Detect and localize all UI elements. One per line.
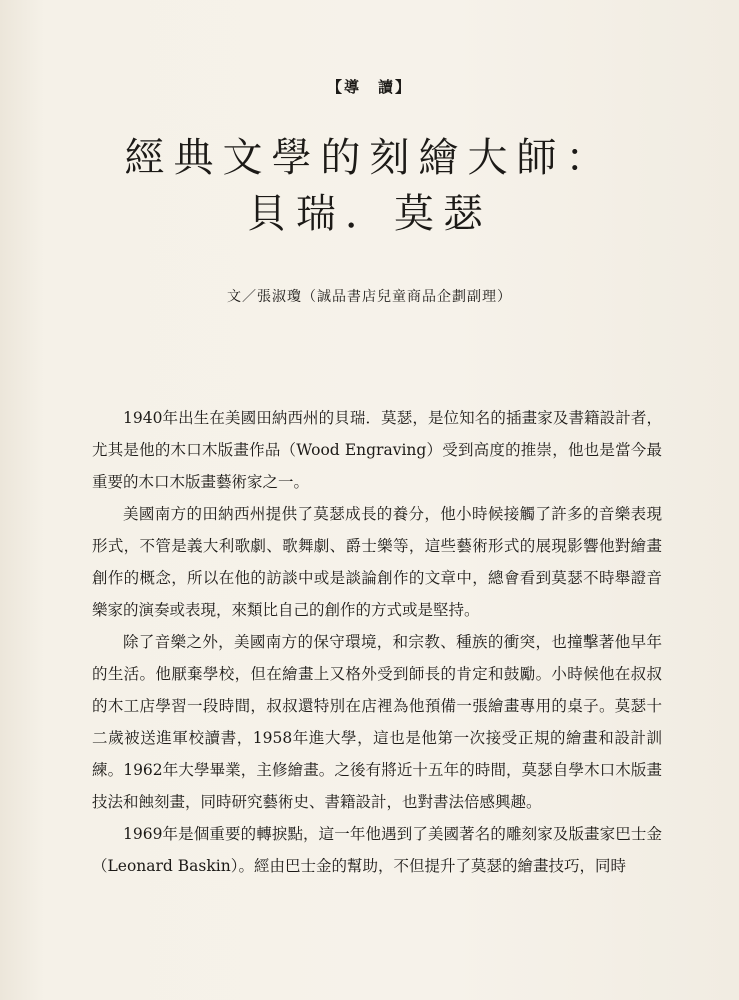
page-title-line-1: 經典文學的刻繪大師： [124,135,615,181]
section-kicker [0,76,739,97]
kicker-text: 導 讀 [343,78,395,96]
paragraph: 1969年是個重要的轉捩點，這一年他遇到了美國著名的雕刻家及版畫家巴士金（Leonard Baskin）。經由巴士金的幫助，不但提升了莫瑟的繪畫技巧，同時 [92,825,662,875]
page-title-line-2: 貝瑞．莫瑟 [247,191,492,237]
kicker-bracket-open: 【 [326,78,344,96]
paragraph: 1940年出生在美國田納西州的貝瑞．莫瑟，是位知名的插畫家及書籍設計者，尤其是他的木口木版畫作品（Wood Engraving）受到高度的推崇，他也是當今最重要的木口木版畫藝術家之一。 [92,409,662,491]
paragraph: 美國南方的田納西州提供了莫瑟成長的養分，他小時候接觸了許多的音樂表現形式，不管是義大利歌劇、歌舞劇、爵士樂等，這些藝術形式的展現影響他對繪畫創作的概念，所以在他的訪談中或是談論創作的文章中，總會看到莫瑟不時舉證音樂家的演奏或表現，來類比自己的創作的方式或是堅持。 [92,505,662,619]
author-byline: 文／張淑瓊（誠品書店兒童商品企劃副理） [227,289,512,305]
article-body [92,402,662,882]
paragraph: 除了音樂之外，美國南方的保守環境，和宗教、種族的衝突，也撞擊著他早年的生活。他厭棄學校，但在繪畫上又格外受到師長的肯定和鼓勵。小時候他在叔叔的木工店學習一段時間，叔叔還特別在店裡為他預備一張繪畫專用的桌子。莫瑟十二歲被送進軍校讀書，1958年進大學，這也是他第一次接受正規的繪畫和設計訓練。1962年大學畢業，主修繪畫。之後有將近十五年的時間，莫瑟自學木口木版畫技法和蝕刻畫，同時研究藝術史、書籍設計，也對書法倍感興趣。 [92,633,662,811]
kicker-bracket-close: 】 [395,78,413,96]
